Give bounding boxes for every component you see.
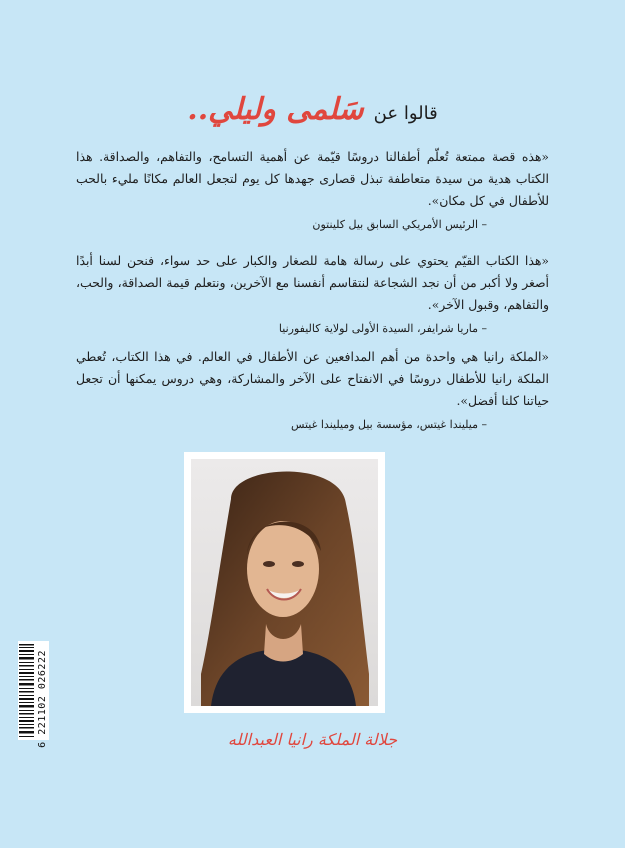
portrait-photo <box>191 459 378 706</box>
quote-author: – الرئيس الأمريكي السابق بيل كلينتون <box>312 218 487 231</box>
quote-2 <box>76 250 549 335</box>
quote-text: «هذا الكتاب القيّم يحتوي على رسالة هامة للصغار والكبار على حد سواء، فنحن لسنا أبدًا أصغر ولا أكبر من أن نجد الشجاعة لنتقاسم أنفسنا مع الآخرين، ونتعلم قيمة الصداقة، والحب، والتفاهم، وقبول الآخر». <box>76 253 549 312</box>
heading <box>0 92 625 127</box>
book-title-script: سَلمى وليلي.. <box>187 92 364 127</box>
portrait-frame <box>184 452 385 713</box>
heading-lead: قالوا عن <box>373 103 438 124</box>
author-caption: جلالة الملكة رانيا العبدالله <box>227 730 398 749</box>
quote-text: «الملكة رانيا هي واحدة من أهم المدافعين عن الأطفال في العالم. في هذا الكتاب، تُعطي الملكة رانيا للأطفال دروسًا في الانفتاح على الآخر والمشاركة، وهي دروس يمكنها أن تجعل حياتنا كلنا أفضل». <box>76 349 549 408</box>
portrait-illustration <box>191 459 378 706</box>
quote-1 <box>76 146 549 231</box>
quote-author: – ميليندا غيتس، مؤسسة بيل وميليندا غيتس <box>290 418 487 431</box>
quote-author: – ماريا شرايفر، السيدة الأولى لولاية كاليفورنيا <box>278 322 487 335</box>
quote-3 <box>76 346 549 431</box>
quote-text: «هذه قصة ممتعة تُعلّم أطفالنا دروسًا قيّمة عن أهمية التسامح، والتفاهم، والصداقة. هذا الكتاب هدية من سيدة متعاطفة تبذل قصارى جهدها كل يوم لتجعل العالم مكانًا مليء بالحب للأطفال في كل مكان». <box>76 149 549 208</box>
barcode-number: 6 221102 026222 <box>37 650 48 748</box>
